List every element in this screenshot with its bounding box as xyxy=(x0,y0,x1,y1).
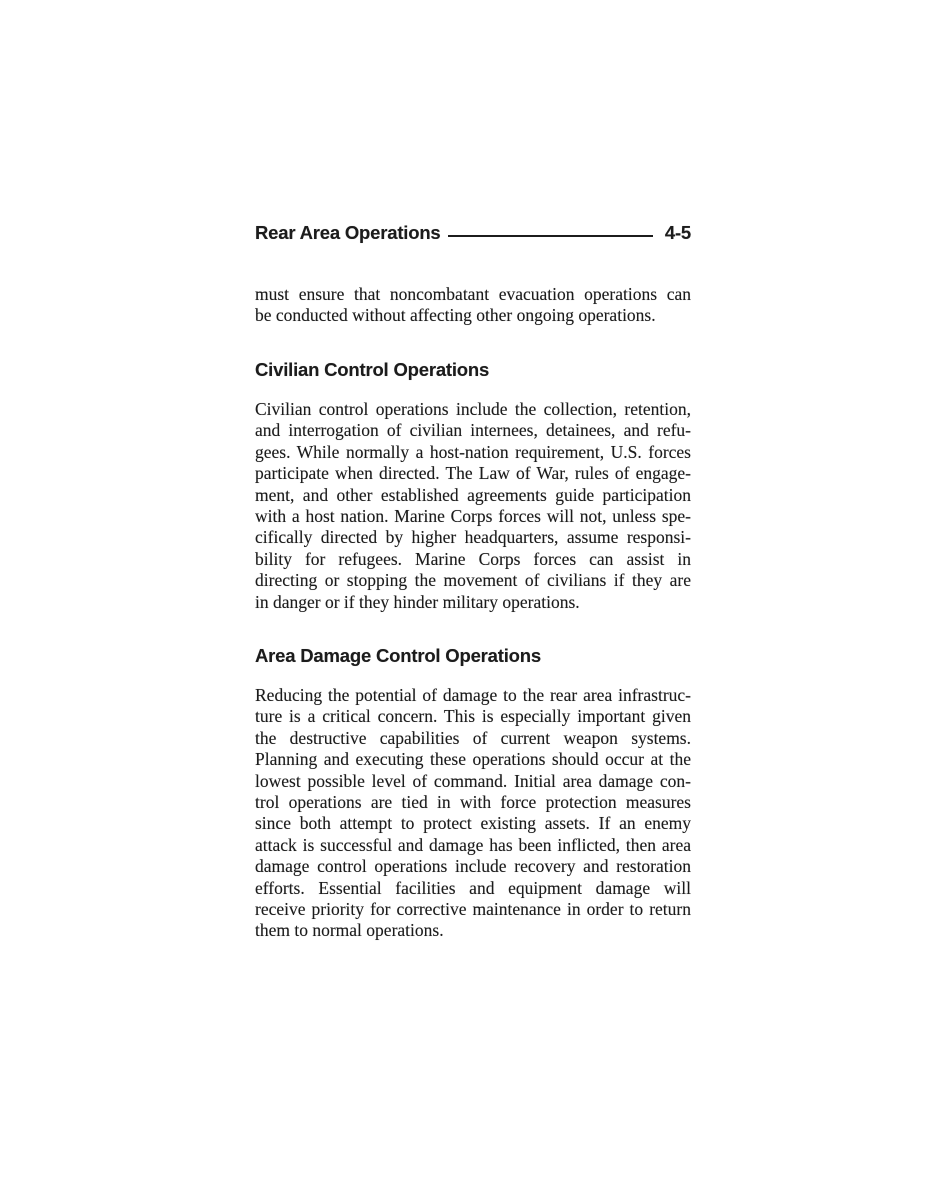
text-line: attack is successful and damage has been inflicted, then area xyxy=(255,834,691,855)
text-line: lowest possible level of command. Initial area damage con- xyxy=(255,770,691,791)
running-header-title: Rear Area Operations xyxy=(255,222,441,243)
text-line: in danger or if they hinder military operations. xyxy=(255,591,580,612)
text-line: Civilian control operations include the collection, retention, xyxy=(255,399,691,419)
text-line: Reducing the potential of damage to the rear area infrastruc- xyxy=(255,685,691,705)
page-header xyxy=(255,222,691,244)
text-line: ture is a critical concern. This is especially important given xyxy=(255,706,691,727)
area-damage-control-paragraph xyxy=(255,685,691,942)
text-line: with a host nation. Marine Corps forces will not, unless spe- xyxy=(255,505,691,526)
intro-paragraph xyxy=(255,284,691,327)
page-number: 4-5 xyxy=(664,222,691,243)
text-line: be conducted without affecting other ongoing operations. xyxy=(255,305,656,326)
text-line: damage control operations include recovery and restoration xyxy=(255,856,691,877)
text-line: trol operations are tied in with force protection measures xyxy=(255,791,691,812)
text-line: them to normal operations. xyxy=(255,920,444,941)
text-line: gees. While normally a host-nation requirement, U.S. forces xyxy=(255,441,691,462)
text-line: must ensure that noncombatant evacuation operations can xyxy=(255,284,691,304)
text-line: bility for refugees. Marine Corps forces can assist in xyxy=(255,548,691,569)
text-line: directing or stopping the movement of civilians if they are xyxy=(255,570,691,591)
section-heading-civilian-control-operations: Civilian Control Operations xyxy=(255,359,490,380)
header-rule xyxy=(448,235,653,237)
text-line: receive priority for corrective maintenance in order to return xyxy=(255,898,691,919)
text-line: cifically directed by higher headquarters, assume responsi- xyxy=(255,527,691,548)
text-line: participate when directed. The Law of War, rules of engage- xyxy=(255,463,691,484)
text-line: since both attempt to protect existing assets. If an enemy xyxy=(255,813,691,834)
text-line: the destructive capabilities of current weapon systems. xyxy=(255,727,691,748)
section-heading-area-damage-control-operations: Area Damage Control Operations xyxy=(255,645,541,666)
text-line: efforts. Essential facilities and equipment damage will xyxy=(255,877,691,898)
text-line: ment, and other established agreements guide participation xyxy=(255,484,691,505)
text-line: and interrogation of civilian internees, detainees, and refu- xyxy=(255,420,691,441)
civilian-control-paragraph xyxy=(255,399,691,613)
text-line: Planning and executing these operations should occur at the xyxy=(255,749,691,770)
